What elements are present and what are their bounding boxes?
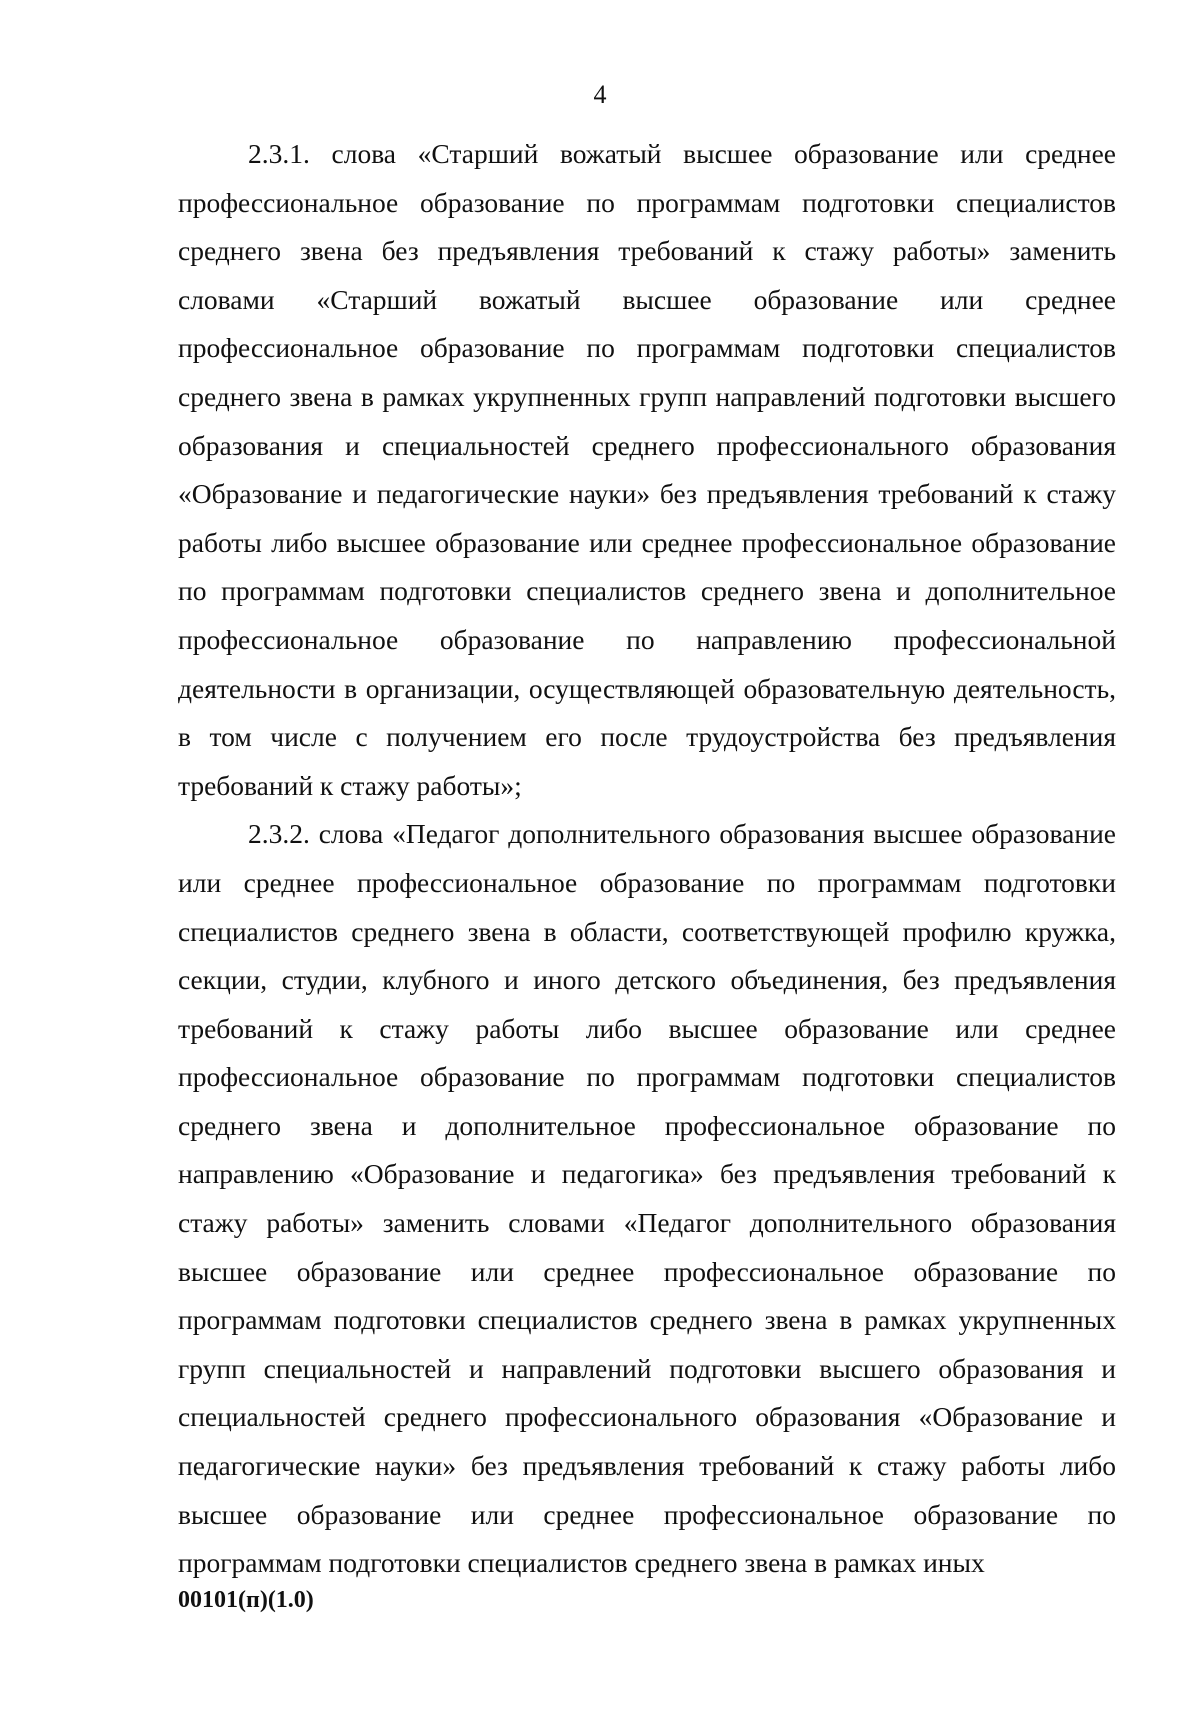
document-body bbox=[178, 130, 1116, 1588]
page-number: 4 bbox=[593, 80, 607, 109]
document-code: 00101(п)(1.0) bbox=[178, 1587, 314, 1613]
paragraph-2-3-2: 2.3.2. слова «Педагог дополнительного образования высшее образование или среднее профессиональное образование по программам подготовки специалистов среднего звена в области, соответствующей профилю кружка, секции, студии, клубного и иного детского объединения, без предъявления требований к стажу работы либо высшее образование или среднее профессиональное образование по программам подготовки специалистов среднего звена и дополнительное профессиональное образование по направлению «Образование и педагогика» без предъявления требований к стажу работы» заменить словами «Педагог дополнительного образования высшее образование или среднее профессиональное образование по программам подготовки специалистов среднего звена в рамках укрупненных групп специальностей и направлений подготовки высшего образования и специальностей среднего профессионального образования «Образование и педагогические науки» без предъявления требований к стажу работы либо высшее образование или среднее профессиональное образование по программам подготовки специалистов среднего звена в рамках иных bbox=[178, 818, 1116, 1579]
paragraph-2-3-1: 2.3.1. слова «Старший вожатый высшее образование или среднее профессиональное образование по программам подготовки специалистов среднего звена без предъявления требований к стажу работы» заменить словами «Старший вожатый высшее образование или среднее профессиональное образование по программам подготовки специалистов среднего звена в рамках укрупненных групп направлений подготовки высшего образования и специальностей среднего профессионального образования «Образование и педагогические науки» без предъявления требований к стажу работы либо высшее образование или среднее профессиональное образование по программам подготовки специалистов среднего звена и дополнительное профессиональное образование по направлению профессиональной деятельности в организации, осуществляющей образовательную деятельность, в том числе с получением его после трудоустройства без предъявления требований к стажу работы»; bbox=[178, 138, 1116, 801]
